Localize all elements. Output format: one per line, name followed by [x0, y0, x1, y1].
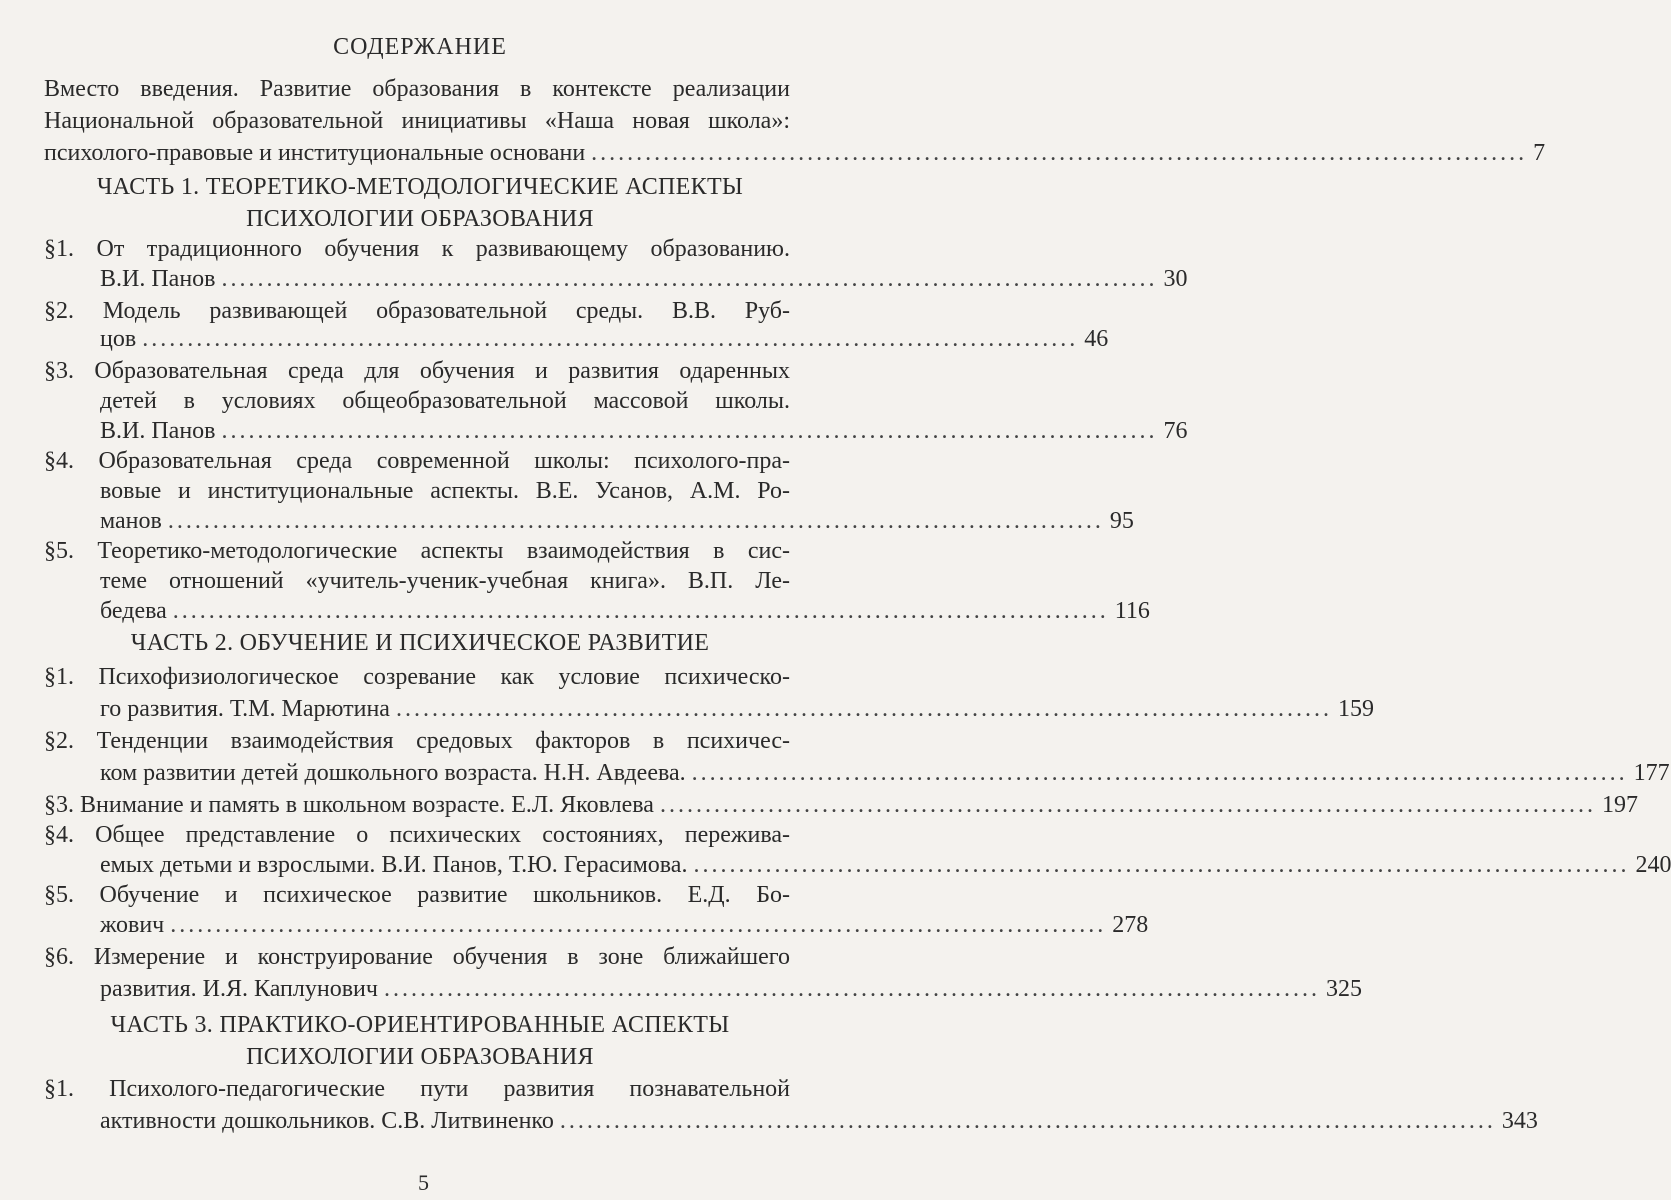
- entry-text: манов: [100, 508, 162, 534]
- leader-dots: ........................................................................................................: [221, 266, 1158, 292]
- p1-entry5-last[interactable]: [100, 596, 1150, 626]
- p1-entry4-line1: §4. Образовательная среда современной школы: психолого-пра-: [44, 448, 790, 474]
- intro-line-1: Вместо введения. Развитие образования в контексте реализации: [44, 76, 790, 102]
- part1-heading-2: ПСИХОЛОГИИ ОБРАЗОВАНИЯ: [246, 206, 594, 232]
- p1-entry4-line2: вовые и институциональные аспекты. В.Е. Усанов, А.М. Ро-: [100, 478, 790, 504]
- p2-entry5-last[interactable]: [100, 910, 1149, 940]
- entry-text: В.И. Панов: [100, 418, 216, 444]
- page-ref: 76: [1163, 418, 1188, 444]
- leader-dots: ........................................................................................................: [383, 976, 1320, 1002]
- p2-entry6-line1: §6. Измерение и конструирование обучения в зоне ближайшего: [44, 944, 790, 970]
- page-ref: 343: [1501, 1108, 1538, 1134]
- page-ref: 46: [1084, 326, 1109, 352]
- leader-dots: ........................................................................................................: [691, 760, 1628, 786]
- p2-entry4-last[interactable]: [100, 850, 1671, 880]
- leader-dots: ........................................................................................................: [167, 508, 1104, 534]
- leader-dots: ........................................................................................................: [559, 1108, 1496, 1134]
- leader-dots: ........................................................................................................: [591, 140, 1528, 166]
- page-ref: 197: [1601, 792, 1638, 818]
- p3-entry1-last[interactable]: [100, 1106, 1538, 1136]
- leader-dots: ........................................................................................................: [172, 598, 1109, 624]
- entry-text: бедева: [100, 598, 167, 624]
- p1-entry5-line1: §5. Теоретико-методологические аспекты взаимодействия в сис-: [44, 538, 790, 564]
- page-ref: 325: [1325, 976, 1362, 1002]
- p2-entry2-last[interactable]: [100, 758, 1670, 788]
- p2-entry6-last[interactable]: [100, 974, 1362, 1004]
- p1-entry5-line2: теме отношений «учитель-ученик-учебная книга». В.П. Ле-: [100, 568, 790, 594]
- entry-text: емых детьми и взрослыми. В.И. Панов, Т.Ю. Герасимова.: [100, 852, 688, 878]
- entry-text: §3. Внимание и память в школьном возрасте. Е.Л. Яковлева: [44, 792, 654, 818]
- p2-entry2-line1: §2. Тенденции взаимодействия средовых факторов в психичес-: [44, 728, 790, 754]
- p3-entry1-line1: §1. Психолого-педагогические пути развития познавательной: [44, 1076, 790, 1102]
- p2-entry4-line1: §4. Общее представление о психических состояниях, пережива-: [44, 822, 790, 848]
- p1-entry2-line1: §2. Модель развивающей образовательной среды. В.В. Руб-: [44, 298, 790, 324]
- part3-heading-1: ЧАСТЬ 3. ПРАКТИКО-ОРИЕНТИРОВАННЫЕ АСПЕКТЫ: [110, 1012, 730, 1038]
- p1-entry1-line1: §1. От традиционного обучения к развивающему образованию.: [44, 236, 790, 262]
- page-number: 5: [418, 1170, 429, 1195]
- page-ref: 177: [1633, 760, 1670, 786]
- entry-text: го развития. Т.М. Марютина: [100, 696, 390, 722]
- page-ref: 95: [1109, 508, 1134, 534]
- part3-heading-2: ПСИХОЛОГИИ ОБРАЗОВАНИЯ: [246, 1044, 594, 1070]
- p1-entry3-last[interactable]: [100, 416, 1188, 446]
- page-ref: 30: [1163, 266, 1188, 292]
- entry-text: психолого-правовые и институциональные основани: [44, 140, 586, 166]
- page-ref: 278: [1112, 912, 1149, 938]
- leader-dots: ........................................................................................................: [170, 912, 1107, 938]
- part1-heading-1: ЧАСТЬ 1. ТЕОРЕТИКО-МЕТОДОЛОГИЧЕСКИЕ АСПЕКТЫ: [96, 174, 744, 200]
- intro-entry-last[interactable]: [44, 138, 1546, 168]
- page-ref: 7: [1533, 140, 1546, 166]
- p2-entry3[interactable]: [44, 790, 1638, 820]
- p2-entry1-line1: §1. Психофизиологическое созревание как условие психическо-: [44, 664, 790, 690]
- page-ref: 240: [1635, 852, 1671, 878]
- page-ref: 116: [1114, 598, 1150, 624]
- toc-title: СОДЕРЖАНИЕ: [333, 34, 507, 60]
- p1-entry3-line2: детей в условиях общеобразовательной массовой школы.: [100, 388, 790, 414]
- leader-dots: ........................................................................................................: [693, 852, 1630, 878]
- leader-dots: ........................................................................................................: [659, 792, 1596, 818]
- p2-entry5-line1: §5. Обучение и психическое развитие школьников. Е.Д. Бо-: [44, 882, 790, 908]
- entry-text: цов: [100, 326, 137, 352]
- entry-text: жович: [100, 912, 165, 938]
- entry-text: ком развитии детей дошкольного возраста. Н.Н. Авдеева.: [100, 760, 686, 786]
- p1-entry3-line1: §3. Образовательная среда для обучения и развития одаренных: [44, 358, 790, 384]
- leader-dots: ........................................................................................................: [221, 418, 1158, 444]
- leader-dots: ........................................................................................................: [395, 696, 1332, 722]
- entry-text: активности дошкольников. С.В. Литвиненко: [100, 1108, 554, 1134]
- p1-entry4-last[interactable]: [100, 506, 1134, 536]
- entry-text: развития. И.Я. Каплунович: [100, 976, 378, 1002]
- p2-entry1-last[interactable]: [100, 694, 1374, 724]
- page-ref: 159: [1337, 696, 1374, 722]
- entry-text: В.И. Панов: [100, 266, 216, 292]
- p1-entry1-last[interactable]: [100, 264, 1188, 294]
- leader-dots: ........................................................................................................: [142, 326, 1079, 352]
- part2-heading: ЧАСТЬ 2. ОБУЧЕНИЕ И ПСИХИЧЕСКОЕ РАЗВИТИЕ: [130, 630, 710, 656]
- intro-line-2: Национальной образовательной инициативы «Наша новая школа»:: [44, 108, 790, 134]
- p1-entry2-last[interactable]: [100, 324, 1109, 354]
